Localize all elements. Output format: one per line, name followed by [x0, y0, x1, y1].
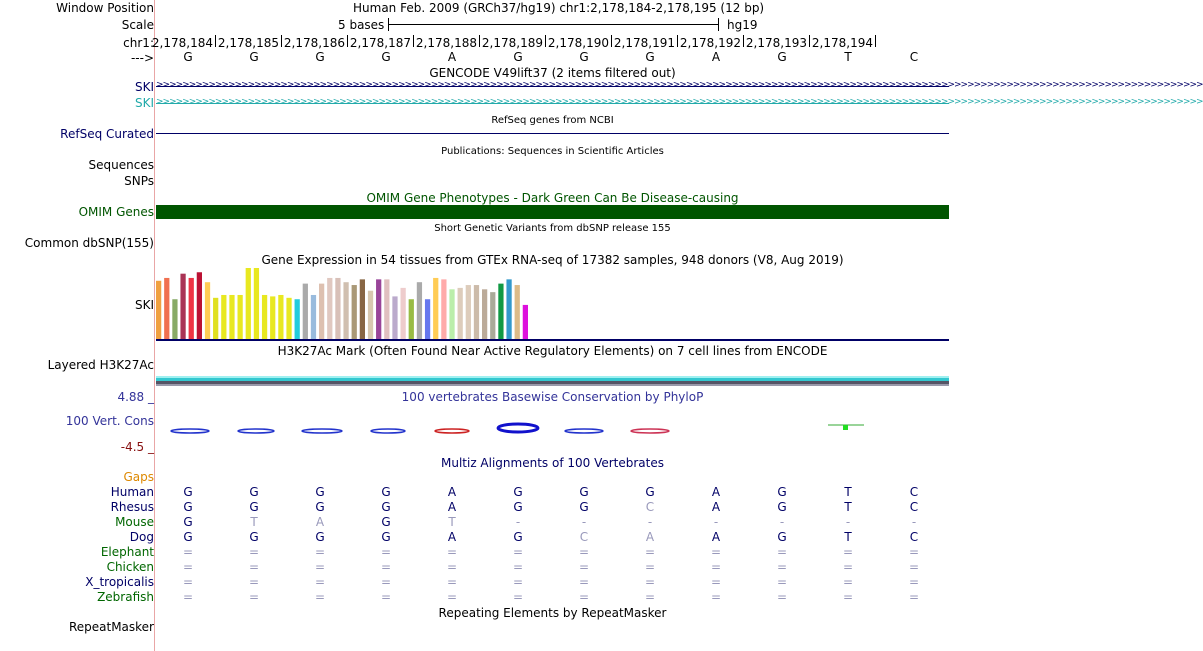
phylop-score-mark: [631, 429, 669, 433]
publications-track-title[interactable]: Publications: Sequences in Scientific Articles: [441, 146, 664, 157]
alignment-base: =: [447, 560, 458, 574]
alignment-base: =: [711, 590, 722, 604]
alignment-base: -: [779, 515, 785, 529]
alignment-base: G: [183, 530, 193, 544]
gtex-track-title[interactable]: Gene Expression in 54 tissues from GTEx RNA-seq of 17382 samples, 948 donors (V8, Aug 2019): [261, 253, 844, 267]
alignment-base: =: [909, 545, 920, 559]
species-label[interactable]: Chicken: [106, 560, 154, 574]
alignment-base: A: [711, 485, 721, 499]
alignment-base: G: [249, 500, 259, 514]
alignment-base: =: [579, 545, 590, 559]
alignment-base: =: [777, 560, 788, 574]
omim-track-title[interactable]: OMIM Gene Phenotypes - Dark Green Can Be Disease-causing: [366, 191, 739, 205]
sequences-label[interactable]: Sequences: [88, 158, 154, 172]
alignment-base: G: [777, 530, 787, 544]
ruler-coordinate: 2,178,191: [613, 36, 675, 50]
alignment-base: T: [250, 515, 258, 529]
refseq-track-title[interactable]: RefSeq genes from NCBI: [491, 115, 614, 126]
refseq-label[interactable]: RefSeq Curated: [60, 127, 154, 141]
alignment-base: =: [249, 575, 260, 589]
ruler-coordinate: 2,178,187: [349, 36, 411, 50]
omim-label[interactable]: OMIM Genes: [78, 205, 154, 219]
assembly-label: hg19: [727, 18, 758, 32]
alignment-base: =: [777, 575, 788, 589]
alignment-base: =: [909, 560, 920, 574]
repeatmasker-label[interactable]: RepeatMasker: [68, 620, 154, 634]
chrom-label: chr1:: [123, 36, 154, 50]
phylop-score-mark: [302, 429, 342, 433]
alignment-base: =: [447, 575, 458, 589]
alignment-base: T: [844, 500, 852, 514]
alignment-base: =: [645, 575, 656, 589]
species-label[interactable]: Zebrafish: [97, 590, 154, 604]
phylop-score-mark: [843, 425, 848, 430]
alignment-base: G: [777, 500, 787, 514]
alignment-base: A: [447, 500, 457, 514]
alignment-base: =: [711, 560, 722, 574]
reference-base: C: [909, 50, 919, 64]
species-label[interactable]: Human: [110, 485, 154, 499]
window-position-label: Window Position: [56, 1, 154, 15]
alignment-base: =: [777, 545, 788, 559]
gencode-ski-label-1[interactable]: SKI: [134, 80, 154, 94]
alignment-base: A: [645, 530, 655, 544]
alignment-base: =: [843, 575, 854, 589]
phylop-score-mark: [171, 429, 209, 433]
h3k27ac-track-title[interactable]: H3K27Ac Mark (Often Found Near Active Regulatory Elements) on 7 cell lines from ENCODE: [277, 344, 828, 358]
ruler-coordinate: 2,178,188: [415, 36, 477, 50]
phylop-track-title[interactable]: 100 vertebrates Basewise Conservation by PhyloP: [401, 390, 704, 404]
alignment-base: G: [513, 485, 523, 499]
alignment-base: G: [183, 485, 193, 499]
alignment-base: =: [183, 575, 194, 589]
alignment-base: =: [381, 590, 392, 604]
alignment-base: G: [513, 530, 523, 544]
reference-base: G: [183, 50, 193, 64]
reference-base: G: [249, 50, 259, 64]
alignment-base: =: [249, 545, 260, 559]
alignment-base: =: [579, 590, 590, 604]
alignment-base: -: [515, 515, 521, 529]
scale-text: 5 bases: [338, 18, 385, 32]
reference-base: G: [381, 50, 391, 64]
gtex-ski-label[interactable]: SKI: [134, 298, 154, 312]
gencode-track-title[interactable]: GENCODE V49lift37 (2 items filtered out): [429, 66, 676, 80]
species-label[interactable]: Dog: [129, 530, 154, 544]
alignment-base: G: [183, 515, 193, 529]
alignment-base: =: [315, 575, 326, 589]
alignment-base: =: [315, 545, 326, 559]
alignment-base: G: [249, 485, 259, 499]
phylop-min-label: -4.5 _: [120, 440, 154, 454]
alignment-base: =: [579, 560, 590, 574]
species-label[interactable]: Rhesus: [110, 500, 154, 514]
ruler-coordinate: 2,178,185: [217, 36, 279, 50]
alignment-base: =: [183, 545, 194, 559]
alignment-base: =: [645, 590, 656, 604]
alignment-base: C: [579, 530, 589, 544]
alignment-base: G: [579, 485, 589, 499]
phylop-score-mark: [238, 429, 274, 433]
alignment-base: =: [909, 575, 920, 589]
dbsnp-label[interactable]: Common dbSNP(155): [24, 236, 154, 250]
reference-base: A: [711, 50, 721, 64]
alignment-base: G: [381, 515, 391, 529]
ruler-coordinate: 2,178,189: [481, 36, 543, 50]
alignment-base: =: [513, 590, 524, 604]
phylop-score-mark: [371, 429, 405, 433]
ruler-coordinate: 2,178,190: [547, 36, 609, 50]
reference-base: G: [777, 50, 787, 64]
ruler-coordinate: 2,178,193: [745, 36, 807, 50]
alignment-base: -: [911, 515, 917, 529]
phylop-track-label[interactable]: 100 Vert. Cons: [65, 414, 154, 428]
alignment-base: =: [711, 545, 722, 559]
alignment-base: -: [581, 515, 587, 529]
alignment-base: =: [579, 575, 590, 589]
species-label[interactable]: Mouse: [115, 515, 154, 529]
alignment-base: =: [513, 560, 524, 574]
species-label[interactable]: X_tropicalis: [85, 575, 154, 589]
alignment-base: G: [579, 500, 589, 514]
phylop-score-mark: [565, 429, 603, 433]
alignment-base: =: [315, 560, 326, 574]
reference-base: G: [645, 50, 655, 64]
alignment-base: G: [315, 530, 325, 544]
alignment-base: T: [448, 515, 456, 529]
alignment-base: -: [647, 515, 653, 529]
ruler-coordinate: 2,178,186: [283, 36, 345, 50]
alignment-base: =: [843, 560, 854, 574]
species-label[interactable]: Elephant: [100, 545, 154, 559]
alignment-base: C: [645, 500, 655, 514]
alignment-base: =: [711, 575, 722, 589]
window-position-text: Human Feb. 2009 (GRCh37/hg19) chr1:2,178,184-2,178,195 (12 bp): [353, 1, 765, 15]
snps-label[interactable]: SNPs: [124, 174, 154, 188]
alignment-base: =: [183, 560, 194, 574]
alignment-base: A: [711, 530, 721, 544]
alignment-base: G: [381, 530, 391, 544]
alignment-base: =: [447, 545, 458, 559]
reference-base: A: [447, 50, 457, 64]
reference-base: G: [315, 50, 325, 64]
reference-base: G: [513, 50, 523, 64]
gencode-ski-label-2[interactable]: SKI: [134, 96, 154, 110]
alignment-base: -: [845, 515, 851, 529]
alignment-base: =: [447, 590, 458, 604]
ski-transcript-2-arrows: >>>>>>>>>>>>>>>>>>>>>>>>>>>>>>>>>>>>>>>>>>>>>>>>>>>>>>>>>>>>>>>>>>>>>>>>>>>>>>>>>>>>>>>>>>>>>>>>>>>>>>>>>>>>>>>>>>>>>>>>>>>>>>>>>>>>>>>>>>>>>>>>>>>>>>>>>>>>>>>>: [156, 97, 1203, 107]
alignment-base: =: [183, 590, 194, 604]
alignment-base: A: [711, 500, 721, 514]
alignment-base: G: [513, 500, 523, 514]
alignment-base: G: [777, 485, 787, 499]
alignment-base: -: [713, 515, 719, 529]
alignment-base: G: [249, 530, 259, 544]
alignment-base: =: [645, 545, 656, 559]
alignment-base: =: [513, 545, 524, 559]
alignment-base: G: [315, 500, 325, 514]
alignment-base: =: [513, 575, 524, 589]
alignment-base: =: [843, 590, 854, 604]
alignment-base: A: [447, 485, 457, 499]
repeatmasker-track-title[interactable]: Repeating Elements by RepeatMasker: [438, 606, 667, 620]
gaps-label[interactable]: Gaps: [123, 470, 154, 484]
alignment-base: C: [909, 485, 919, 499]
reference-base: G: [579, 50, 589, 64]
strand-label: --->: [130, 51, 154, 65]
scale-label: Scale: [121, 18, 154, 32]
alignment-base: A: [315, 515, 325, 529]
alignment-base: G: [645, 485, 655, 499]
reference-base: T: [844, 50, 852, 64]
alignment-base: T: [844, 485, 852, 499]
alignment-base: =: [645, 560, 656, 574]
alignment-base: G: [315, 485, 325, 499]
multiz-track-title[interactable]: Multiz Alignments of 100 Vertebrates: [440, 456, 665, 470]
alignment-base: =: [315, 590, 326, 604]
alignment-base: G: [381, 500, 391, 514]
ski-transcript-1-arrows: >>>>>>>>>>>>>>>>>>>>>>>>>>>>>>>>>>>>>>>>>>>>>>>>>>>>>>>>>>>>>>>>>>>>>>>>>>>>>>>>>>>>>>>>>>>>>>>>>>>>>>>>>>>>>>>>>>>>>>>>>>>>>>>>>>>>>>>>>>>>>>>>>>>>>>>>>>>>>>>>: [156, 80, 1203, 90]
alignment-base: C: [909, 500, 919, 514]
phylop-score-mark: [498, 424, 538, 432]
h3k27ac-label[interactable]: Layered H3K27Ac: [47, 358, 154, 372]
phylop-score-mark: [435, 429, 469, 433]
alignment-base: G: [183, 500, 193, 514]
alignment-base: C: [909, 530, 919, 544]
alignment-base: =: [249, 560, 260, 574]
ruler-coordinate: 2,178,184: [151, 36, 213, 50]
alignment-base: =: [777, 590, 788, 604]
alignment-base: =: [381, 575, 392, 589]
ruler-coordinate: 2,178,192: [679, 36, 741, 50]
alignment-base: =: [381, 560, 392, 574]
alignment-base: G: [381, 485, 391, 499]
alignment-base: =: [381, 545, 392, 559]
phylop-max-label: 4.88 _: [117, 390, 154, 404]
alignment-base: T: [844, 530, 852, 544]
alignment-base: A: [447, 530, 457, 544]
alignment-base: =: [249, 590, 260, 604]
alignment-base: =: [843, 545, 854, 559]
alignment-base: =: [909, 590, 920, 604]
ruler-coordinate: 2,178,194: [811, 36, 873, 50]
dbsnp-track-title[interactable]: Short Genetic Variants from dbSNP release 155: [434, 223, 671, 234]
